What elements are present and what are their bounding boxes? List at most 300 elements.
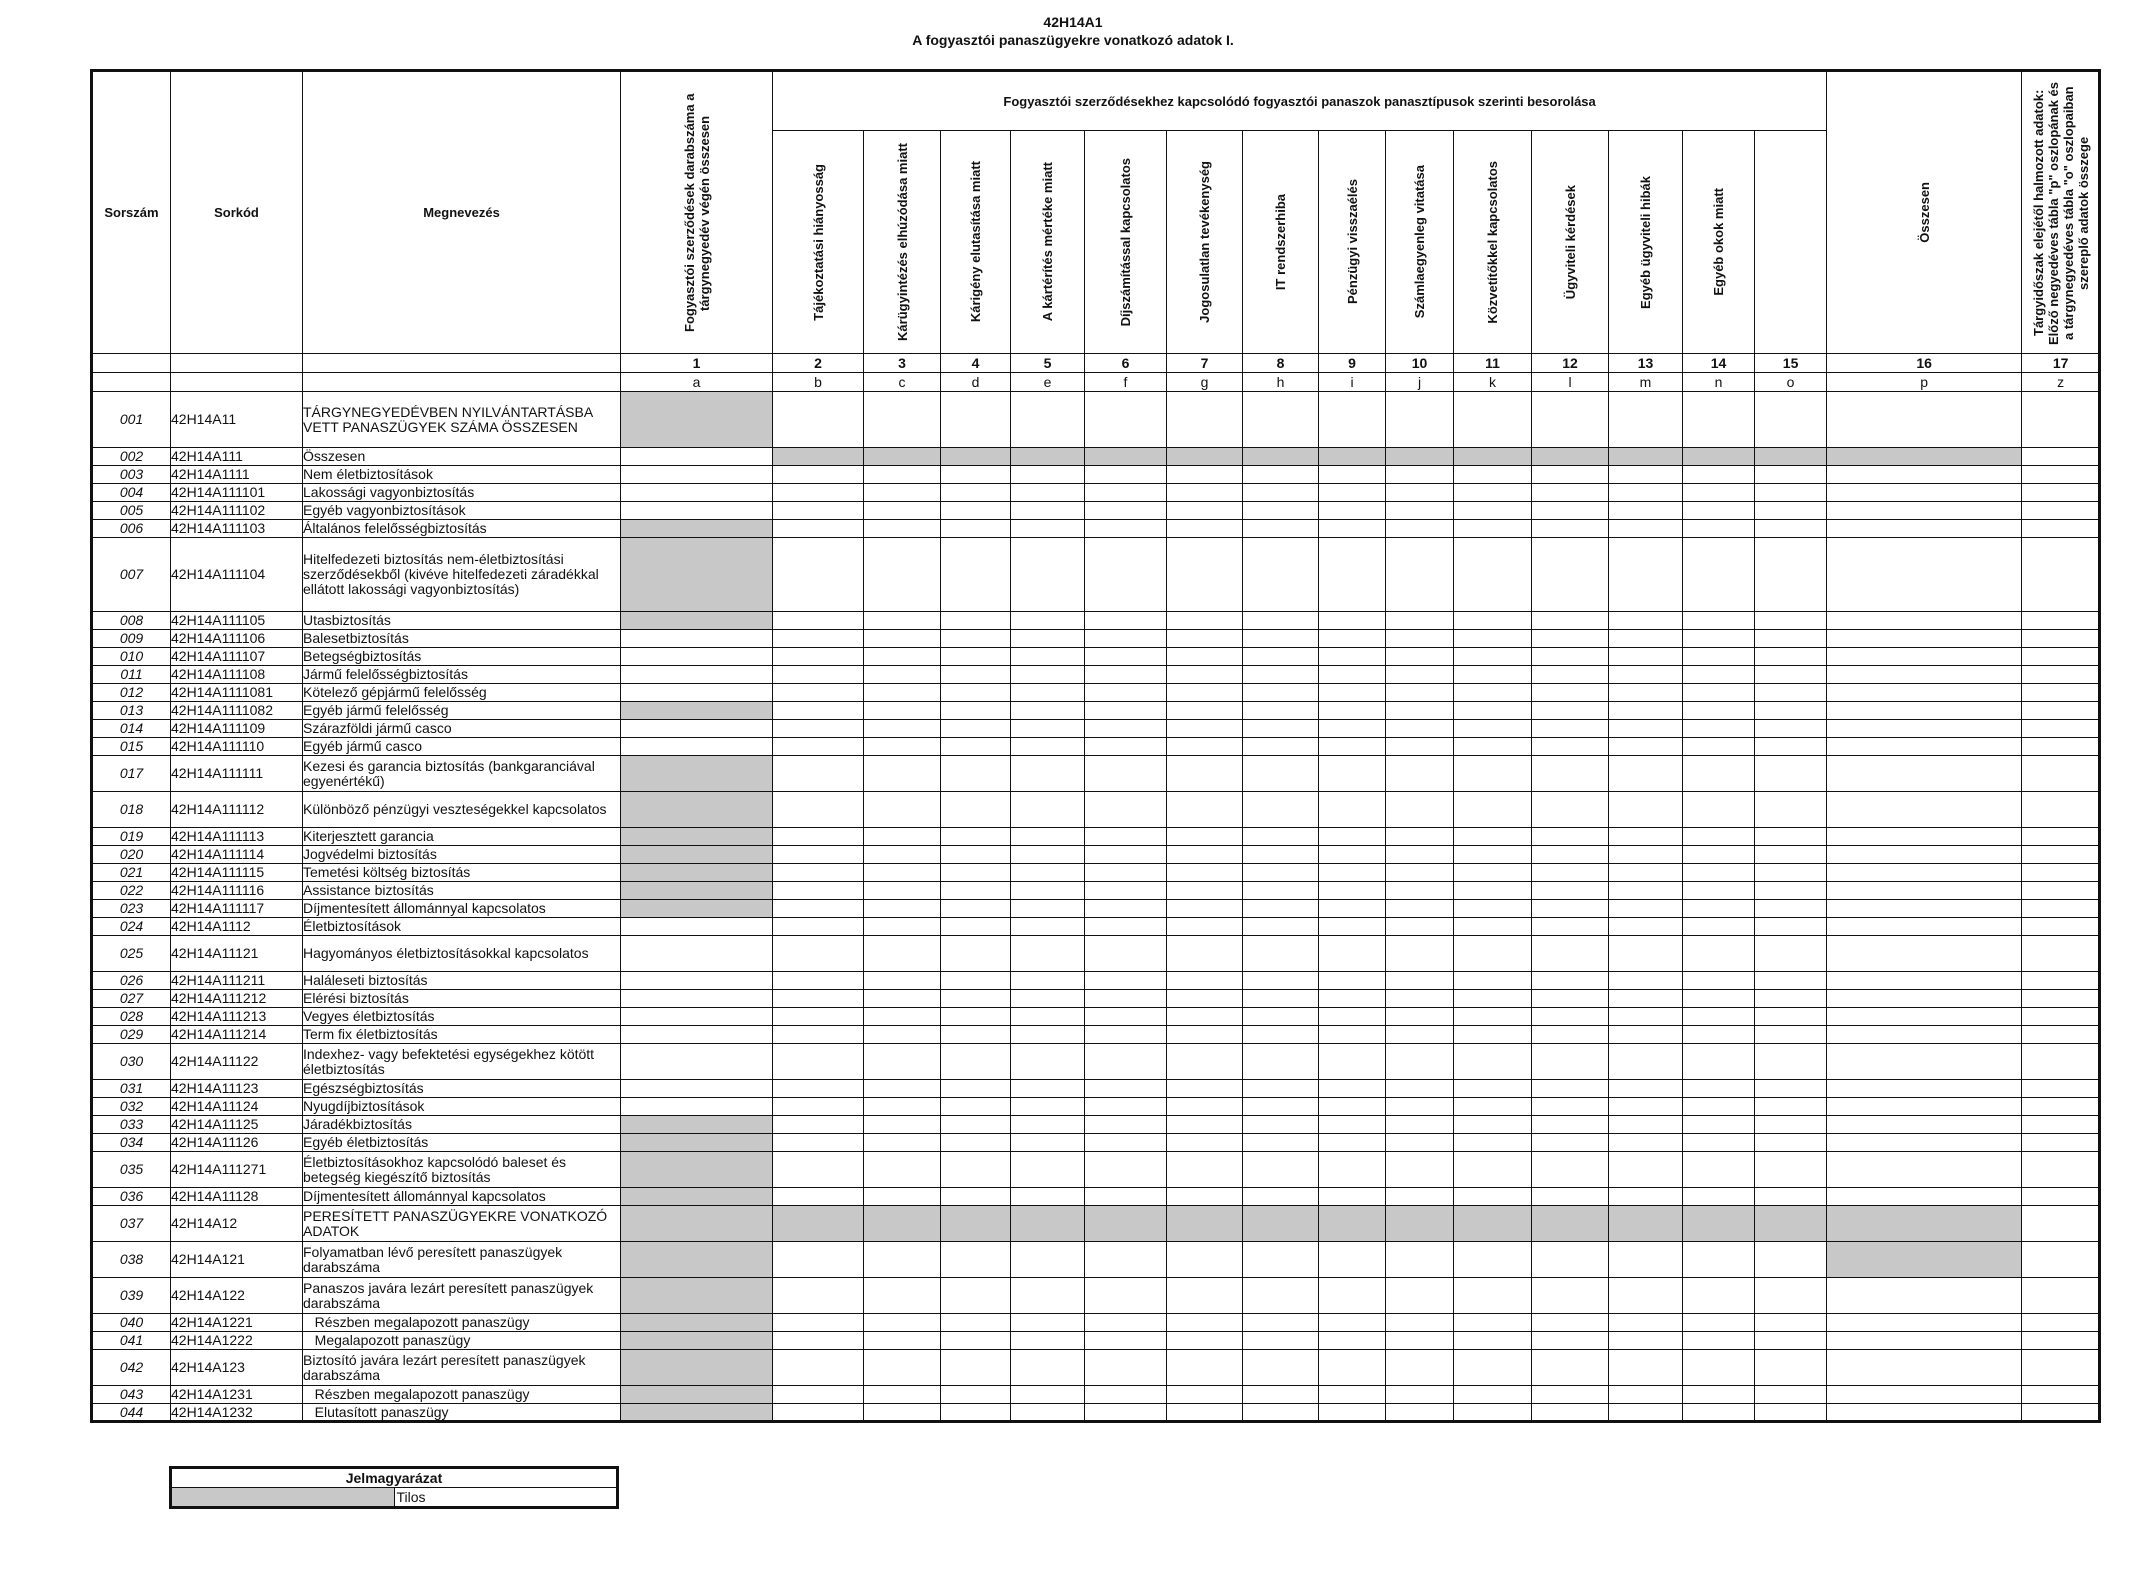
data-cell[interactable] xyxy=(1827,630,2022,648)
data-cell[interactable] xyxy=(1755,1350,1827,1386)
data-cell[interactable] xyxy=(1085,666,1167,684)
data-cell[interactable] xyxy=(1532,1242,1609,1278)
data-cell[interactable] xyxy=(1386,828,1454,846)
data-cell[interactable] xyxy=(1011,1386,1085,1404)
data-cell[interactable] xyxy=(773,720,864,738)
data-cell[interactable] xyxy=(1683,972,1755,990)
data-cell[interactable] xyxy=(773,538,864,612)
disabled-cell[interactable] xyxy=(1167,1206,1243,1242)
data-cell[interactable] xyxy=(1085,648,1167,666)
data-cell[interactable] xyxy=(1609,1386,1683,1404)
disabled-cell[interactable] xyxy=(864,448,941,466)
data-cell[interactable] xyxy=(1319,1044,1386,1080)
data-cell[interactable] xyxy=(1755,466,1827,484)
data-cell[interactable] xyxy=(1827,612,2022,630)
data-cell[interactable] xyxy=(1243,502,1319,520)
data-cell[interactable] xyxy=(2022,702,2100,720)
data-cell[interactable] xyxy=(1167,1242,1243,1278)
data-cell[interactable] xyxy=(1454,648,1532,666)
data-cell[interactable] xyxy=(1243,1386,1319,1404)
data-cell[interactable] xyxy=(1827,666,2022,684)
data-cell[interactable] xyxy=(1532,738,1609,756)
data-cell[interactable] xyxy=(773,1404,864,1422)
data-cell[interactable] xyxy=(1827,792,2022,828)
data-cell[interactable] xyxy=(1085,882,1167,900)
data-cell[interactable] xyxy=(1683,520,1755,538)
data-cell[interactable] xyxy=(2022,1332,2100,1350)
data-cell[interactable] xyxy=(1683,1278,1755,1314)
data-cell[interactable] xyxy=(1167,666,1243,684)
data-cell[interactable] xyxy=(1532,538,1609,612)
data-cell[interactable] xyxy=(1319,520,1386,538)
data-cell[interactable] xyxy=(1683,792,1755,828)
data-cell[interactable] xyxy=(1454,1008,1532,1026)
data-cell[interactable] xyxy=(1319,1386,1386,1404)
data-cell[interactable] xyxy=(1827,972,2022,990)
data-cell[interactable] xyxy=(941,1350,1011,1386)
data-cell[interactable] xyxy=(1609,1080,1683,1098)
data-cell[interactable] xyxy=(1243,972,1319,990)
data-cell[interactable] xyxy=(2022,1116,2100,1134)
disabled-cell[interactable] xyxy=(1243,1206,1319,1242)
disabled-cell[interactable] xyxy=(621,1278,773,1314)
data-cell[interactable] xyxy=(1827,392,2022,448)
data-cell[interactable] xyxy=(1386,612,1454,630)
disabled-cell[interactable] xyxy=(621,392,773,448)
data-cell[interactable] xyxy=(1532,392,1609,448)
data-cell[interactable] xyxy=(1609,502,1683,520)
data-cell[interactable] xyxy=(1609,538,1683,612)
disabled-cell[interactable] xyxy=(621,792,773,828)
data-cell[interactable] xyxy=(1167,1278,1243,1314)
data-cell[interactable] xyxy=(1319,648,1386,666)
data-cell[interactable] xyxy=(864,630,941,648)
data-cell[interactable] xyxy=(1454,1242,1532,1278)
data-cell[interactable] xyxy=(1755,846,1827,864)
data-cell[interactable] xyxy=(1532,1026,1609,1044)
data-cell[interactable] xyxy=(773,484,864,502)
data-cell[interactable] xyxy=(864,1188,941,1206)
data-cell[interactable] xyxy=(2022,900,2100,918)
data-cell[interactable] xyxy=(1454,466,1532,484)
data-cell[interactable] xyxy=(941,630,1011,648)
disabled-cell[interactable] xyxy=(1532,1206,1609,1242)
data-cell[interactable] xyxy=(941,1332,1011,1350)
disabled-cell[interactable] xyxy=(621,756,773,792)
data-cell[interactable] xyxy=(1243,1044,1319,1080)
data-cell[interactable] xyxy=(2022,828,2100,846)
disabled-cell[interactable] xyxy=(1386,448,1454,466)
data-cell[interactable] xyxy=(1609,630,1683,648)
data-cell[interactable] xyxy=(1454,1332,1532,1350)
disabled-cell[interactable] xyxy=(621,1404,773,1422)
data-cell[interactable] xyxy=(1167,864,1243,882)
disabled-cell[interactable] xyxy=(621,1134,773,1152)
data-cell[interactable] xyxy=(1011,1134,1085,1152)
data-cell[interactable] xyxy=(1319,1008,1386,1026)
data-cell[interactable] xyxy=(1243,738,1319,756)
data-cell[interactable] xyxy=(1683,502,1755,520)
data-cell[interactable] xyxy=(1755,1332,1827,1350)
data-cell[interactable] xyxy=(1167,1044,1243,1080)
data-cell[interactable] xyxy=(1532,502,1609,520)
data-cell[interactable] xyxy=(621,448,773,466)
data-cell[interactable] xyxy=(1386,1242,1454,1278)
data-cell[interactable] xyxy=(2022,720,2100,738)
data-cell[interactable] xyxy=(1532,648,1609,666)
data-cell[interactable] xyxy=(1532,1350,1609,1386)
data-cell[interactable] xyxy=(773,520,864,538)
data-cell[interactable] xyxy=(2022,1044,2100,1080)
data-cell[interactable] xyxy=(941,1008,1011,1026)
data-cell[interactable] xyxy=(1683,466,1755,484)
data-cell[interactable] xyxy=(1243,648,1319,666)
data-cell[interactable] xyxy=(1755,1026,1827,1044)
data-cell[interactable] xyxy=(864,1116,941,1134)
disabled-cell[interactable] xyxy=(1085,448,1167,466)
data-cell[interactable] xyxy=(1167,1008,1243,1026)
data-cell[interactable] xyxy=(864,466,941,484)
data-cell[interactable] xyxy=(1386,1116,1454,1134)
data-cell[interactable] xyxy=(1386,918,1454,936)
data-cell[interactable] xyxy=(1243,936,1319,972)
data-cell[interactable] xyxy=(1243,392,1319,448)
disabled-cell[interactable] xyxy=(1532,448,1609,466)
data-cell[interactable] xyxy=(1609,972,1683,990)
data-cell[interactable] xyxy=(1243,882,1319,900)
data-cell[interactable] xyxy=(1167,828,1243,846)
data-cell[interactable] xyxy=(1085,1080,1167,1098)
data-cell[interactable] xyxy=(773,684,864,702)
data-cell[interactable] xyxy=(1243,666,1319,684)
data-cell[interactable] xyxy=(941,918,1011,936)
data-cell[interactable] xyxy=(1454,738,1532,756)
data-cell[interactable] xyxy=(1319,392,1386,448)
data-cell[interactable] xyxy=(1683,484,1755,502)
data-cell[interactable] xyxy=(864,882,941,900)
data-cell[interactable] xyxy=(1011,720,1085,738)
disabled-cell[interactable] xyxy=(1454,448,1532,466)
data-cell[interactable] xyxy=(1167,936,1243,972)
data-cell[interactable] xyxy=(1755,900,1827,918)
data-cell[interactable] xyxy=(1609,1152,1683,1188)
data-cell[interactable] xyxy=(941,1152,1011,1188)
data-cell[interactable] xyxy=(1609,936,1683,972)
disabled-cell[interactable] xyxy=(941,448,1011,466)
data-cell[interactable] xyxy=(773,1080,864,1098)
data-cell[interactable] xyxy=(1609,1116,1683,1134)
data-cell[interactable] xyxy=(1755,1080,1827,1098)
data-cell[interactable] xyxy=(1319,612,1386,630)
data-cell[interactable] xyxy=(1609,666,1683,684)
data-cell[interactable] xyxy=(1386,738,1454,756)
disabled-cell[interactable] xyxy=(621,1242,773,1278)
data-cell[interactable] xyxy=(864,666,941,684)
data-cell[interactable] xyxy=(941,684,1011,702)
data-cell[interactable] xyxy=(1243,1116,1319,1134)
data-cell[interactable] xyxy=(1683,1080,1755,1098)
data-cell[interactable] xyxy=(773,918,864,936)
data-cell[interactable] xyxy=(621,1080,773,1098)
data-cell[interactable] xyxy=(1167,502,1243,520)
data-cell[interactable] xyxy=(1085,702,1167,720)
data-cell[interactable] xyxy=(621,1008,773,1026)
data-cell[interactable] xyxy=(621,720,773,738)
data-cell[interactable] xyxy=(1319,1188,1386,1206)
data-cell[interactable] xyxy=(1454,918,1532,936)
data-cell[interactable] xyxy=(1011,1116,1085,1134)
data-cell[interactable] xyxy=(1683,900,1755,918)
data-cell[interactable] xyxy=(1085,990,1167,1008)
data-cell[interactable] xyxy=(773,392,864,448)
data-cell[interactable] xyxy=(1085,846,1167,864)
data-cell[interactable] xyxy=(2022,484,2100,502)
data-cell[interactable] xyxy=(1683,720,1755,738)
data-cell[interactable] xyxy=(1532,666,1609,684)
data-cell[interactable] xyxy=(1827,1350,2022,1386)
data-cell[interactable] xyxy=(1827,1080,2022,1098)
data-cell[interactable] xyxy=(1683,1332,1755,1350)
data-cell[interactable] xyxy=(1167,720,1243,738)
disabled-cell[interactable] xyxy=(1011,448,1085,466)
disabled-cell[interactable] xyxy=(621,864,773,882)
data-cell[interactable] xyxy=(1827,1152,2022,1188)
data-cell[interactable] xyxy=(1827,1314,2022,1332)
data-cell[interactable] xyxy=(1609,792,1683,828)
data-cell[interactable] xyxy=(1454,1386,1532,1404)
data-cell[interactable] xyxy=(864,1134,941,1152)
data-cell[interactable] xyxy=(621,918,773,936)
data-cell[interactable] xyxy=(941,1386,1011,1404)
data-cell[interactable] xyxy=(773,1278,864,1314)
data-cell[interactable] xyxy=(1085,1116,1167,1134)
data-cell[interactable] xyxy=(1011,538,1085,612)
data-cell[interactable] xyxy=(2022,1314,2100,1332)
data-cell[interactable] xyxy=(1011,756,1085,792)
data-cell[interactable] xyxy=(864,756,941,792)
data-cell[interactable] xyxy=(1386,684,1454,702)
data-cell[interactable] xyxy=(1243,918,1319,936)
data-cell[interactable] xyxy=(1454,900,1532,918)
data-cell[interactable] xyxy=(1243,1278,1319,1314)
data-cell[interactable] xyxy=(2022,1350,2100,1386)
data-cell[interactable] xyxy=(1683,1044,1755,1080)
data-cell[interactable] xyxy=(621,936,773,972)
data-cell[interactable] xyxy=(621,1044,773,1080)
data-cell[interactable] xyxy=(2022,612,2100,630)
data-cell[interactable] xyxy=(1085,1008,1167,1026)
data-cell[interactable] xyxy=(1532,1116,1609,1134)
disabled-cell[interactable] xyxy=(621,1350,773,1386)
data-cell[interactable] xyxy=(1386,466,1454,484)
data-cell[interactable] xyxy=(1755,666,1827,684)
data-cell[interactable] xyxy=(1011,918,1085,936)
data-cell[interactable] xyxy=(621,990,773,1008)
data-cell[interactable] xyxy=(1755,720,1827,738)
disabled-cell[interactable] xyxy=(1683,1206,1755,1242)
data-cell[interactable] xyxy=(1755,684,1827,702)
data-cell[interactable] xyxy=(864,502,941,520)
data-cell[interactable] xyxy=(1532,1098,1609,1116)
data-cell[interactable] xyxy=(1319,720,1386,738)
data-cell[interactable] xyxy=(1085,1188,1167,1206)
data-cell[interactable] xyxy=(1085,972,1167,990)
data-cell[interactable] xyxy=(1454,1278,1532,1314)
data-cell[interactable] xyxy=(1085,392,1167,448)
data-cell[interactable] xyxy=(1386,484,1454,502)
data-cell[interactable] xyxy=(1827,648,2022,666)
data-cell[interactable] xyxy=(1085,918,1167,936)
data-cell[interactable] xyxy=(1609,1008,1683,1026)
disabled-cell[interactable] xyxy=(621,702,773,720)
data-cell[interactable] xyxy=(773,1188,864,1206)
data-cell[interactable] xyxy=(1167,1404,1243,1422)
data-cell[interactable] xyxy=(1011,1278,1085,1314)
data-cell[interactable] xyxy=(621,630,773,648)
data-cell[interactable] xyxy=(1683,882,1755,900)
data-cell[interactable] xyxy=(1319,936,1386,972)
data-cell[interactable] xyxy=(941,648,1011,666)
data-cell[interactable] xyxy=(773,864,864,882)
data-cell[interactable] xyxy=(1454,882,1532,900)
data-cell[interactable] xyxy=(1167,648,1243,666)
data-cell[interactable] xyxy=(773,900,864,918)
data-cell[interactable] xyxy=(941,1188,1011,1206)
data-cell[interactable] xyxy=(2022,738,2100,756)
data-cell[interactable] xyxy=(1827,1404,2022,1422)
data-cell[interactable] xyxy=(1609,756,1683,792)
data-cell[interactable] xyxy=(1319,702,1386,720)
data-cell[interactable] xyxy=(864,900,941,918)
data-cell[interactable] xyxy=(864,1242,941,1278)
data-cell[interactable] xyxy=(1011,1350,1085,1386)
data-cell[interactable] xyxy=(621,1098,773,1116)
data-cell[interactable] xyxy=(941,1026,1011,1044)
data-cell[interactable] xyxy=(1683,864,1755,882)
disabled-cell[interactable] xyxy=(621,1152,773,1188)
data-cell[interactable] xyxy=(1683,666,1755,684)
data-cell[interactable] xyxy=(941,828,1011,846)
data-cell[interactable] xyxy=(941,466,1011,484)
data-cell[interactable] xyxy=(1827,484,2022,502)
data-cell[interactable] xyxy=(941,1242,1011,1278)
data-cell[interactable] xyxy=(1827,936,2022,972)
data-cell[interactable] xyxy=(1827,538,2022,612)
data-cell[interactable] xyxy=(1085,1134,1167,1152)
data-cell[interactable] xyxy=(1319,1332,1386,1350)
data-cell[interactable] xyxy=(1386,1026,1454,1044)
data-cell[interactable] xyxy=(1319,990,1386,1008)
data-cell[interactable] xyxy=(864,648,941,666)
data-cell[interactable] xyxy=(941,1278,1011,1314)
data-cell[interactable] xyxy=(1167,1332,1243,1350)
data-cell[interactable] xyxy=(864,990,941,1008)
disabled-cell[interactable] xyxy=(1386,1206,1454,1242)
data-cell[interactable] xyxy=(1683,684,1755,702)
data-cell[interactable] xyxy=(1454,936,1532,972)
data-cell[interactable] xyxy=(1011,990,1085,1008)
data-cell[interactable] xyxy=(1243,466,1319,484)
data-cell[interactable] xyxy=(941,1314,1011,1332)
data-cell[interactable] xyxy=(864,538,941,612)
data-cell[interactable] xyxy=(1319,1116,1386,1134)
data-cell[interactable] xyxy=(773,990,864,1008)
data-cell[interactable] xyxy=(1532,466,1609,484)
disabled-cell[interactable] xyxy=(773,448,864,466)
data-cell[interactable] xyxy=(941,900,1011,918)
data-cell[interactable] xyxy=(1085,1242,1167,1278)
data-cell[interactable] xyxy=(1827,1044,2022,1080)
data-cell[interactable] xyxy=(1085,612,1167,630)
data-cell[interactable] xyxy=(2022,684,2100,702)
data-cell[interactable] xyxy=(1011,1098,1085,1116)
data-cell[interactable] xyxy=(1454,792,1532,828)
data-cell[interactable] xyxy=(621,666,773,684)
data-cell[interactable] xyxy=(1011,612,1085,630)
data-cell[interactable] xyxy=(1167,520,1243,538)
data-cell[interactable] xyxy=(1755,756,1827,792)
data-cell[interactable] xyxy=(1827,520,2022,538)
data-cell[interactable] xyxy=(1011,1188,1085,1206)
data-cell[interactable] xyxy=(1319,484,1386,502)
data-cell[interactable] xyxy=(1243,1098,1319,1116)
data-cell[interactable] xyxy=(1386,520,1454,538)
data-cell[interactable] xyxy=(1683,1314,1755,1332)
data-cell[interactable] xyxy=(2022,864,2100,882)
data-cell[interactable] xyxy=(1454,990,1532,1008)
data-cell[interactable] xyxy=(1532,720,1609,738)
data-cell[interactable] xyxy=(1532,846,1609,864)
data-cell[interactable] xyxy=(773,1350,864,1386)
data-cell[interactable] xyxy=(1454,666,1532,684)
disabled-cell[interactable] xyxy=(621,612,773,630)
data-cell[interactable] xyxy=(864,1404,941,1422)
data-cell[interactable] xyxy=(1532,1134,1609,1152)
data-cell[interactable] xyxy=(1755,918,1827,936)
data-cell[interactable] xyxy=(1243,990,1319,1008)
data-cell[interactable] xyxy=(1827,1134,2022,1152)
data-cell[interactable] xyxy=(773,1134,864,1152)
data-cell[interactable] xyxy=(2022,392,2100,448)
data-cell[interactable] xyxy=(1085,756,1167,792)
data-cell[interactable] xyxy=(941,612,1011,630)
data-cell[interactable] xyxy=(2022,1188,2100,1206)
data-cell[interactable] xyxy=(1454,1116,1532,1134)
disabled-cell[interactable] xyxy=(864,1206,941,1242)
data-cell[interactable] xyxy=(1386,900,1454,918)
data-cell[interactable] xyxy=(1319,900,1386,918)
data-cell[interactable] xyxy=(1243,520,1319,538)
disabled-cell[interactable] xyxy=(1319,1206,1386,1242)
data-cell[interactable] xyxy=(2022,936,2100,972)
disabled-cell[interactable] xyxy=(773,1206,864,1242)
data-cell[interactable] xyxy=(1755,1116,1827,1134)
data-cell[interactable] xyxy=(1319,792,1386,828)
data-cell[interactable] xyxy=(1319,738,1386,756)
data-cell[interactable] xyxy=(1011,1080,1085,1098)
data-cell[interactable] xyxy=(1386,846,1454,864)
data-cell[interactable] xyxy=(1243,1080,1319,1098)
data-cell[interactable] xyxy=(1085,1386,1167,1404)
data-cell[interactable] xyxy=(1609,1332,1683,1350)
data-cell[interactable] xyxy=(1827,864,2022,882)
data-cell[interactable] xyxy=(1319,1098,1386,1116)
data-cell[interactable] xyxy=(1755,864,1827,882)
data-cell[interactable] xyxy=(1454,1080,1532,1098)
data-cell[interactable] xyxy=(1386,1386,1454,1404)
data-cell[interactable] xyxy=(1243,1314,1319,1332)
data-cell[interactable] xyxy=(941,1044,1011,1080)
